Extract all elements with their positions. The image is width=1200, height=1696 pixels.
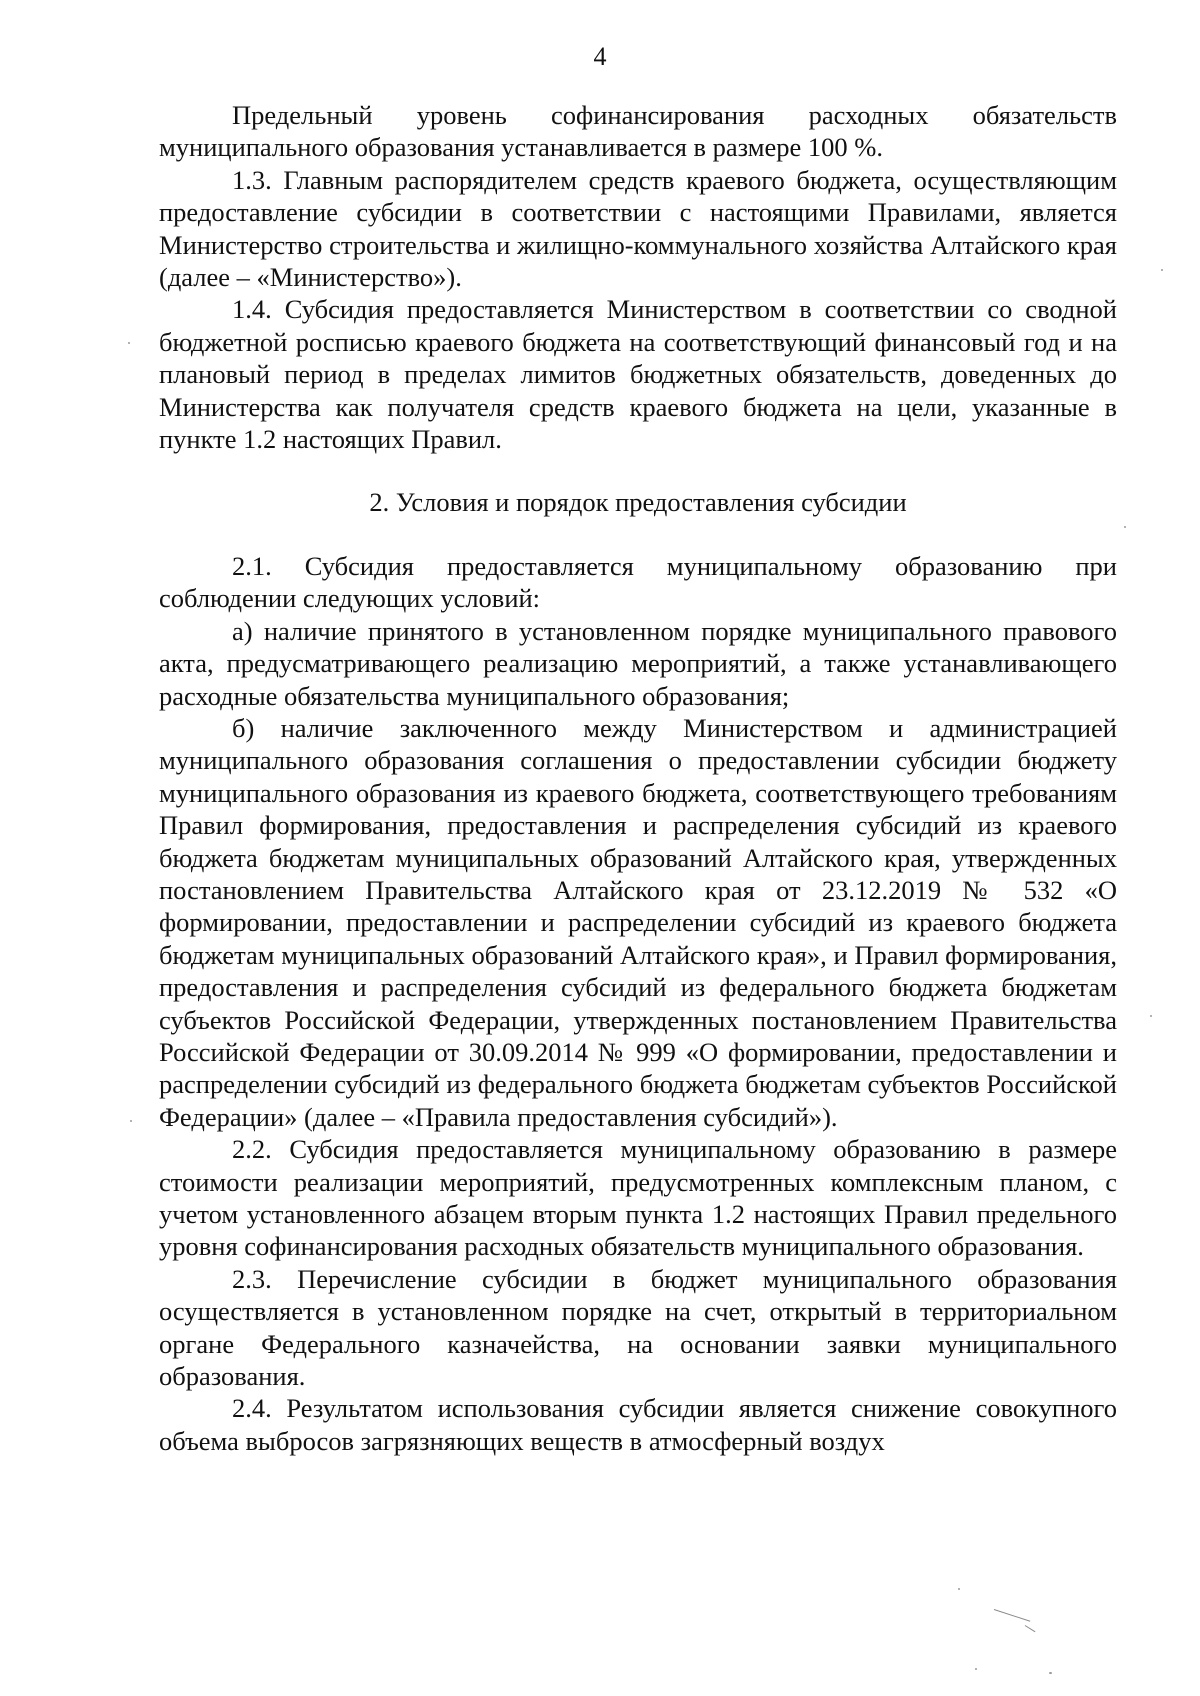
scan-speck: [1161, 269, 1163, 271]
paragraph-2-2: 2.2. Субсидия предоставляется муниципальному образованию в размере стоимости реализации мероприятий, предусмотренных комплексным планом, с учетом установленного абзацем вторым пункта 1.2 настоящих Правил предельного уровня софинансирования расходных обязательств муниципального образования.: [159, 1134, 1117, 1262]
section-heading-2: 2. Условия и порядок предоставления субсидии: [369, 487, 907, 518]
scan-speck: [1124, 526, 1126, 528]
paragraph-1-4: 1.4. Субсидия предоставляется Министерством в соответствии со сводной бюджетной росписью краевого бюджета на соответствующий финансовый год и на плановый период в пределах лимитов бюджетных обязательств, доведенных до Министерства как получателя средств краевого бюджета на цели, указанные в пункте 1.2 настоящих Правил.: [159, 294, 1117, 455]
scan-stroke: [1025, 1625, 1036, 1632]
page-number: 4: [593, 42, 607, 71]
scan-speck: [1150, 1015, 1152, 1017]
paragraph-2-3: 2.3. Перечисление субсидии в бюджет муниципального образования осуществляется в установленном порядке на счет, открытый в территориальном органе Федерального казначейства, на основании заявки муниципального образования.: [159, 1263, 1117, 1392]
scan-stroke: [994, 1609, 1030, 1622]
scan-speck: [975, 1668, 977, 1670]
paragraph-condition-a: а) наличие принятого в установленном порядке муниципального правового акта, предусматривающего реализацию мероприятий, а также устанавливающего расходные обязательства муниципального образования;: [159, 615, 1117, 711]
paragraph-1-3: 1.3. Главным распорядителем средств краевого бюджета, осуществляющим предоставление субсидии в соответствии с настоящими Правилами, является Министерство строительства и жилищно-коммунального хозяйства Алтайского края (далее – «Министерство»).: [159, 164, 1117, 293]
paragraph-2-1: 2.1. Субсидия предоставляется муниципальному образованию при соблюдении следующих условий:: [159, 550, 1117, 614]
paragraph-cofinancing-level: Предельный уровень софинансирования расходных обязательств муниципального образования устанавливается в размере 100 %.: [159, 100, 1117, 163]
scan-speck: [1049, 1672, 1052, 1674]
document-body: [159, 99, 1117, 1457]
scan-speck: [958, 1588, 960, 1590]
paragraph-condition-b: б) наличие заключенного между Министерством и администрацией муниципального образования соглашения о предоставлении субсидии бюджету муниципального образования из краевого бюджета, соответствующего требованиям Правил формирования, предоставления и распределения субсидий из краевого бюджета бюджетам муниципальных образований Алтайского края, утвержденных постановлением Правительства Алтайского края от 23.12.2019 № 532 «О формировании, предоставлении и распределении субсидий из краевого бюджета бюджетам муниципальных образований Алтайского края», и Правил формирования, предоставления и распределения субсидий из федерального бюджета бюджетам субъектов Российской Федерации, утвержденных постановлением Правительства Российской Федерации от 30.09.2014 № 999 «О формировании, предоставлении и распределении субсидий из федерального бюджета бюджетам субъектов Российской Федерации» (далее – «Правила предоставления субсидий»).: [159, 712, 1117, 1132]
scan-speck: [128, 342, 130, 344]
paragraph-2-4: 2.4. Результатом использования субсидии является снижение совокупного объема выбросов загрязняющих веществ в атмосферный воздух: [159, 1393, 1117, 1456]
scan-speck: [130, 1120, 132, 1122]
